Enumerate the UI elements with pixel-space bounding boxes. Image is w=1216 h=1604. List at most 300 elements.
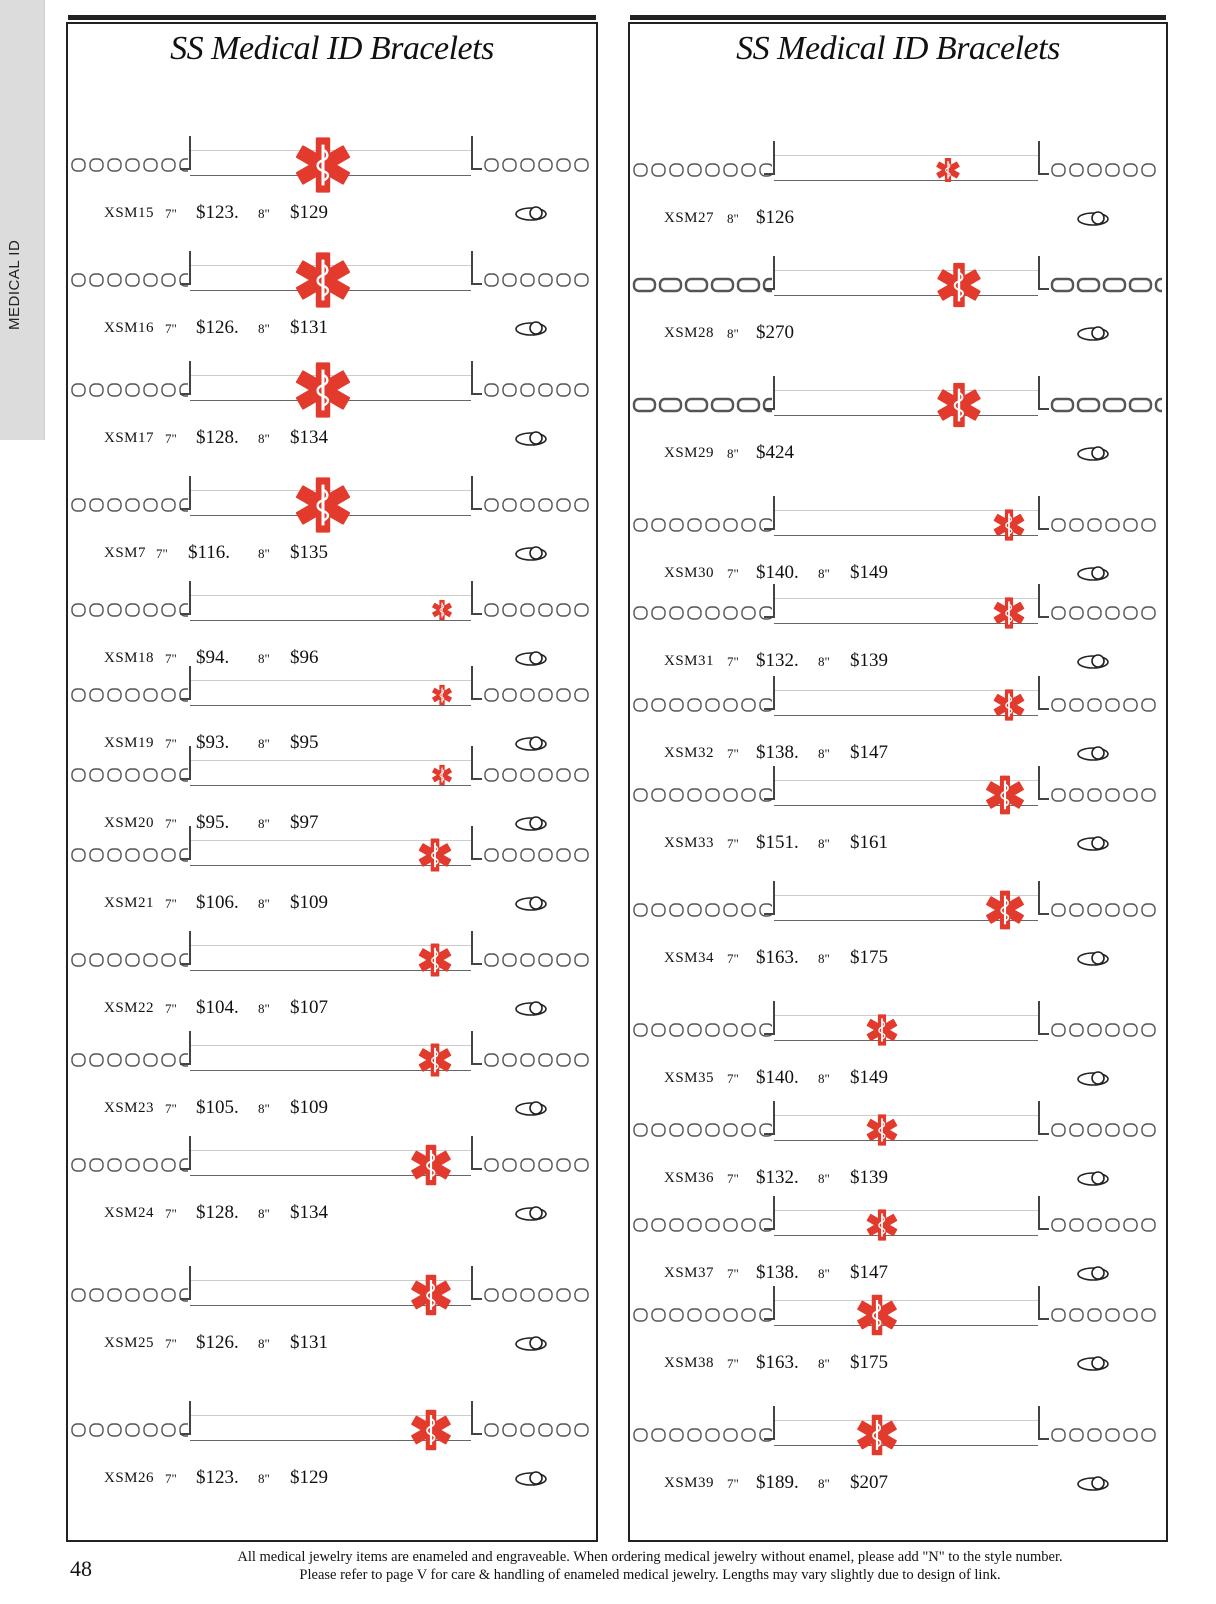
length-1: 7" (156, 546, 168, 561)
price-2: $97 (290, 812, 319, 833)
price-1: $126 (756, 207, 794, 228)
chain-left (70, 1156, 188, 1174)
plate-end-right (471, 826, 482, 860)
length-2: 8" (258, 546, 270, 561)
price-1: $93. (196, 732, 230, 753)
plate-end-right (1038, 256, 1049, 290)
price-2: $131 (290, 1332, 328, 1353)
price-1: $132. (756, 650, 799, 671)
plate-end-right (1038, 1406, 1049, 1440)
right-panel (628, 22, 1168, 1542)
chain-left (70, 846, 188, 864)
price-1: $132. (756, 1167, 799, 1188)
chain-right (1050, 786, 1162, 804)
length-2: 8" (258, 206, 270, 221)
chain-left (632, 396, 772, 414)
id-plate (774, 1210, 1038, 1236)
medical-symbol-icon (293, 360, 353, 420)
price-1: $123. (196, 202, 239, 223)
bracelet-item (68, 464, 596, 574)
clasp-icon (514, 319, 548, 337)
chain-right (483, 686, 592, 704)
chain-left (70, 951, 188, 969)
clasp-icon (1076, 1474, 1110, 1492)
chain-right (1050, 516, 1162, 534)
id-plate (774, 155, 1038, 181)
style-code: XSM22 (104, 1000, 155, 1016)
bracelet-item (630, 1274, 1166, 1384)
length-1: 7" (727, 746, 739, 761)
chain-right (483, 846, 592, 864)
style-code: XSM18 (104, 650, 155, 666)
medical-symbol-icon (984, 889, 1026, 931)
length-2: 8" (818, 836, 830, 851)
medical-symbol-icon (984, 774, 1026, 816)
style-code: XSM25 (104, 1335, 155, 1351)
clasp-icon (1076, 324, 1110, 342)
price-2: $95 (290, 732, 319, 753)
chain-left (632, 276, 772, 294)
chain-left (70, 1051, 188, 1069)
bracelet-item (630, 244, 1166, 354)
length-2: 8" (258, 1471, 270, 1486)
plate-end-left (764, 881, 775, 915)
price-2: $96 (290, 647, 319, 668)
price-2: $129 (290, 1467, 328, 1488)
length-2: 8" (258, 431, 270, 446)
chain-left (70, 496, 188, 514)
chain-right (1050, 1216, 1162, 1234)
plate-end-right (471, 931, 482, 965)
chain-left (632, 901, 772, 919)
style-code: XSM35 (664, 1070, 715, 1086)
plate-end-left (764, 1196, 775, 1230)
chain-left (632, 1306, 772, 1324)
price-1: $140. (756, 562, 799, 583)
plate-end-right (471, 666, 482, 700)
length-2: 8" (258, 816, 270, 831)
bracelet-item (630, 129, 1166, 239)
medical-symbol-icon (409, 1273, 453, 1317)
clasp-icon (1076, 209, 1110, 227)
plate-end-left (180, 1266, 191, 1300)
length-1: 7" (727, 654, 739, 669)
style-code: XSM34 (664, 950, 715, 966)
clasp-icon (514, 429, 548, 447)
plate-end-left (180, 746, 191, 780)
clasp-icon (514, 1099, 548, 1117)
id-plate (774, 390, 1038, 416)
chain-left (70, 1421, 188, 1439)
price-1: $104. (196, 997, 239, 1018)
plate-end-right (471, 136, 482, 170)
price-1: $94. (196, 647, 230, 668)
medical-symbol-icon (935, 157, 961, 183)
plate-end-left (764, 676, 775, 710)
plate-end-left (180, 251, 191, 285)
bracelet-item (68, 1389, 596, 1499)
length-1: 7" (165, 896, 177, 911)
length-1: 7" (727, 951, 739, 966)
right-top-rule (630, 15, 1166, 20)
length-1: 7" (165, 206, 177, 221)
length-1: 7" (165, 1336, 177, 1351)
length-1: 7" (165, 736, 177, 751)
chain-right (483, 381, 592, 399)
chain-left (632, 1216, 772, 1234)
medical-symbol-icon (417, 942, 453, 978)
bracelet-item (68, 919, 596, 1029)
plate-end-right (471, 476, 482, 510)
style-code: XSM7 (104, 545, 147, 561)
clasp-icon (514, 544, 548, 562)
clasp-icon (514, 204, 548, 222)
style-code: XSM17 (104, 430, 155, 446)
chain-right (483, 766, 592, 784)
chain-left (632, 604, 772, 622)
medical-symbol-icon (992, 688, 1026, 722)
length-2: 8" (818, 654, 830, 669)
chain-left (632, 1426, 772, 1444)
page-number: 48 (70, 1556, 92, 1581)
style-code: XSM36 (664, 1170, 715, 1186)
id-plate (774, 1015, 1038, 1041)
plate-end-left (764, 1406, 775, 1440)
id-plate (190, 680, 471, 706)
bracelet-item (630, 1394, 1166, 1504)
medical-symbol-icon (935, 261, 983, 309)
medical-symbol-icon (417, 1042, 453, 1078)
length-2: 8" (818, 566, 830, 581)
plate-end-right (471, 1266, 482, 1300)
plate-end-left (180, 581, 191, 615)
plate-end-left (180, 1031, 191, 1065)
bracelet-item (68, 1254, 596, 1364)
clasp-icon (514, 1334, 548, 1352)
medical-symbol-icon (865, 1113, 899, 1147)
style-code: XSM23 (104, 1100, 155, 1116)
chain-right (1050, 396, 1162, 414)
length-1: 7" (727, 1071, 739, 1086)
style-code: XSM20 (104, 815, 155, 831)
medical-symbol-icon (865, 1013, 899, 1047)
id-plate (774, 1420, 1038, 1446)
length-1: 7" (727, 1266, 739, 1281)
chain-left (70, 271, 188, 289)
chain-right (483, 496, 592, 514)
bracelet-item (630, 989, 1166, 1099)
price-1: $126. (196, 1332, 239, 1353)
length-2: 8" (258, 896, 270, 911)
length-2: 8" (258, 736, 270, 751)
plate-end-left (180, 931, 191, 965)
plate-end-left (764, 496, 775, 530)
length-1: 7" (727, 1171, 739, 1186)
id-plate (190, 760, 471, 786)
bracelet-item (630, 869, 1166, 979)
medical-symbol-icon (865, 1208, 899, 1242)
chain-right (483, 1421, 592, 1439)
price-1: $163. (756, 947, 799, 968)
style-code: XSM15 (104, 205, 155, 221)
plate-end-left (764, 141, 775, 175)
price-1: $140. (756, 1067, 799, 1088)
plate-end-left (764, 766, 775, 800)
medical-symbol-icon (992, 508, 1026, 542)
plate-end-right (1038, 584, 1049, 618)
clasp-icon (514, 999, 548, 1017)
medical-symbol-icon (409, 1408, 453, 1452)
style-code: XSM32 (664, 745, 715, 761)
length-1: 7" (165, 321, 177, 336)
bracelet-item (630, 364, 1166, 474)
plate-end-left (180, 1136, 191, 1170)
left-panel (66, 22, 598, 1542)
price-2: $139 (850, 650, 888, 671)
chain-left (70, 156, 188, 174)
bracelet-item (68, 349, 596, 459)
plate-end-left (180, 826, 191, 860)
price-2: $149 (850, 562, 888, 583)
bracelet-item (68, 239, 596, 349)
plate-end-left (764, 584, 775, 618)
plate-end-left (180, 1401, 191, 1435)
length-2: 8" (818, 1356, 830, 1371)
medical-symbol-icon (293, 250, 353, 310)
chain-left (632, 696, 772, 714)
chain-left (70, 766, 188, 784)
plate-end-left (180, 361, 191, 395)
length-2: 8" (818, 1476, 830, 1491)
price-2: $175 (850, 1352, 888, 1373)
chain-right (483, 156, 592, 174)
plate-end-left (180, 476, 191, 510)
side-tab-label: MEDICAL ID (6, 239, 23, 330)
price-2: $129 (290, 202, 328, 223)
plate-end-right (471, 1031, 482, 1065)
clasp-icon (1076, 949, 1110, 967)
style-code: XSM37 (664, 1265, 715, 1281)
length-1: 7" (165, 1471, 177, 1486)
plate-end-right (1038, 766, 1049, 800)
plate-end-right (471, 1136, 482, 1170)
chain-right (483, 1286, 592, 1304)
price-1: $128. (196, 427, 239, 448)
length-2: 8" (258, 1001, 270, 1016)
plate-end-right (471, 251, 482, 285)
medical-symbol-icon (431, 599, 453, 621)
chain-left (632, 161, 772, 179)
length-2: 8" (258, 1101, 270, 1116)
style-code: XSM39 (664, 1475, 715, 1491)
length-1: 7" (165, 1101, 177, 1116)
length-1: 7" (165, 1001, 177, 1016)
style-code: XSM21 (104, 895, 155, 911)
medical-symbol-icon (293, 475, 353, 535)
medical-symbol-icon (409, 1143, 453, 1187)
chain-left (70, 381, 188, 399)
price-1: $270 (756, 322, 794, 343)
clasp-icon (1076, 444, 1110, 462)
chain-left (632, 516, 772, 534)
style-code: XSM24 (104, 1205, 155, 1221)
chain-right (483, 271, 592, 289)
price-2: $134 (290, 1202, 328, 1223)
length-2: 8" (818, 1266, 830, 1281)
price-2: $175 (850, 947, 888, 968)
length-2: 8" (818, 1071, 830, 1086)
plate-end-right (1038, 881, 1049, 915)
price-1: $106. (196, 892, 239, 913)
style-code: XSM27 (664, 210, 715, 226)
price-1: $151. (756, 832, 799, 853)
plate-end-left (764, 1101, 775, 1135)
price-2: $134 (290, 427, 328, 448)
chain-right (483, 1051, 592, 1069)
length-1: 8" (727, 211, 739, 226)
chain-right (1050, 604, 1162, 622)
price-1: $189. (756, 1472, 799, 1493)
plate-end-left (764, 1286, 775, 1320)
plate-end-right (471, 361, 482, 395)
chain-right (1050, 1306, 1162, 1324)
plate-end-left (764, 256, 775, 290)
length-1: 7" (727, 836, 739, 851)
price-2: $161 (850, 832, 888, 853)
clasp-icon (514, 1469, 548, 1487)
style-code: XSM31 (664, 653, 715, 669)
length-1: 7" (727, 1356, 739, 1371)
style-code: XSM19 (104, 735, 155, 751)
plate-end-right (1038, 676, 1049, 710)
length-1: 7" (165, 816, 177, 831)
price-2: $131 (290, 317, 328, 338)
price-2: $109 (290, 892, 328, 913)
plate-end-right (1038, 496, 1049, 530)
price-1: $138. (756, 1262, 799, 1283)
id-plate (190, 595, 471, 621)
bracelet-item (68, 1124, 596, 1234)
chain-left (632, 1121, 772, 1139)
length-1: 7" (727, 1476, 739, 1491)
id-plate (774, 1115, 1038, 1141)
clasp-icon (1076, 1354, 1110, 1372)
style-code: XSM29 (664, 445, 715, 461)
chain-left (70, 1286, 188, 1304)
medical-symbol-icon (855, 1293, 899, 1337)
footer-note-1: All medical jewelry items are enameled and engraveable. When ordering medical jewelry without enamel, please add "N" to the style number. (237, 1549, 1063, 1565)
style-code: XSM38 (664, 1355, 715, 1371)
plate-end-left (764, 376, 775, 410)
medical-symbol-icon (417, 837, 453, 873)
left-panel-title: SS Medical ID Bracelets (170, 30, 494, 67)
price-2: $135 (290, 542, 328, 563)
length-2: 8" (258, 1336, 270, 1351)
length-1: 7" (165, 1206, 177, 1221)
footer-note-2: Please refer to page V for care & handling of enameled medical jewelry. Lengths may vary slightly due to design of link. (299, 1567, 1001, 1583)
plate-end-left (764, 1001, 775, 1035)
plate-end-right (1038, 141, 1049, 175)
plate-end-right (1038, 1196, 1049, 1230)
price-2: $147 (850, 1262, 888, 1283)
medical-symbol-icon (992, 596, 1026, 630)
id-plate (774, 1300, 1038, 1326)
chain-left (70, 601, 188, 619)
plate-end-left (180, 666, 191, 700)
id-plate (774, 270, 1038, 296)
length-2: 8" (258, 651, 270, 666)
clasp-icon (514, 894, 548, 912)
price-1: $126. (196, 317, 239, 338)
price-2: $107 (290, 997, 328, 1018)
left-top-rule (68, 15, 596, 20)
bracelet-item (630, 754, 1166, 864)
chain-right (1050, 696, 1162, 714)
length-2: 8" (258, 321, 270, 336)
plate-end-left (180, 136, 191, 170)
price-1: $105. (196, 1097, 239, 1118)
plate-end-right (1038, 1286, 1049, 1320)
plate-end-right (1038, 376, 1049, 410)
length-1: 8" (727, 326, 739, 341)
chain-right (483, 951, 592, 969)
price-2: $207 (850, 1472, 888, 1493)
clasp-icon (514, 1204, 548, 1222)
price-1: $95. (196, 812, 230, 833)
medical-symbol-icon (431, 764, 453, 786)
style-code: XSM28 (664, 325, 715, 341)
chain-right (1050, 1426, 1162, 1444)
style-code: XSM30 (664, 565, 715, 581)
chain-right (1050, 1021, 1162, 1039)
plate-end-right (471, 1401, 482, 1435)
price-1: $123. (196, 1467, 239, 1488)
style-code: XSM33 (664, 835, 715, 851)
medical-symbol-icon (935, 381, 983, 429)
price-2: $147 (850, 742, 888, 763)
length-1: 7" (165, 651, 177, 666)
chain-right (1050, 276, 1162, 294)
style-code: XSM16 (104, 320, 155, 336)
chain-left (632, 1021, 772, 1039)
length-2: 8" (258, 1206, 270, 1221)
bracelet-item (68, 1019, 596, 1129)
price-2: $109 (290, 1097, 328, 1118)
plate-end-right (1038, 1101, 1049, 1135)
chain-left (632, 786, 772, 804)
chain-right (483, 601, 592, 619)
bracelet-item (68, 814, 596, 924)
price-2: $149 (850, 1067, 888, 1088)
right-panel-title: SS Medical ID Bracelets (736, 30, 1060, 67)
length-1: 7" (165, 431, 177, 446)
plate-end-right (471, 746, 482, 780)
chain-right (483, 1156, 592, 1174)
price-1: $424 (756, 442, 794, 463)
chain-right (1050, 901, 1162, 919)
style-code: XSM26 (104, 1470, 155, 1486)
side-tab (0, 0, 45, 440)
bracelet-item (68, 124, 596, 234)
price-1: $163. (756, 1352, 799, 1373)
clasp-icon (1076, 1069, 1110, 1087)
length-1: 8" (727, 446, 739, 461)
length-1: 7" (727, 566, 739, 581)
length-2: 8" (818, 951, 830, 966)
price-1: $128. (196, 1202, 239, 1223)
medical-symbol-icon (293, 135, 353, 195)
chain-right (1050, 161, 1162, 179)
